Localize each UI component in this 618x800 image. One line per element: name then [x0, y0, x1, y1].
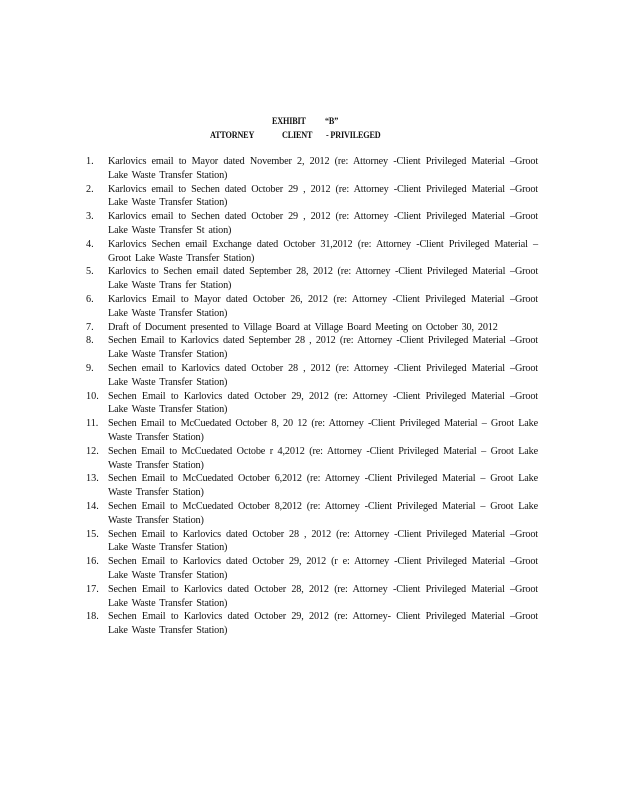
list-item [86, 555, 538, 583]
list-item-number: 5. [86, 266, 94, 278]
list-item [86, 390, 538, 418]
list-item-number: 12. [86, 445, 99, 457]
list-item [86, 210, 538, 238]
list-item-text: Sechen Email to Karlovics dated October 28, 2012 (re: Attorney -Client Privileged Material –Groot Lake Waste Transfer Station) [108, 583, 538, 609]
list-item [86, 583, 538, 611]
list-item [86, 155, 538, 183]
list-item-number: 1. [86, 156, 94, 167]
list-item-number: 16. [86, 556, 99, 568]
list-item-number: 7. [86, 321, 94, 333]
client-label: CLIENT [282, 131, 313, 141]
list-item-number: 9. [86, 362, 94, 374]
list-item-text: Draft of Document presented to Village Board at Village Board Meeting on October 30, 2012 [108, 321, 498, 333]
list-item-text: Sechen Email to McCuedated Octobe r 4,2012 (re: Attorney -Client Privileged Material – Groot Lake Waste Transfer Station) [108, 445, 538, 471]
list-item [86, 472, 538, 500]
list-item-text: Sechen Email to Karlovics dated October 28 , 2012 (re: Attorney -Client Privileged Material –Groot Lake Waste Transfer Station) [108, 528, 538, 554]
list-item-number: 13. [86, 473, 99, 485]
list-item-number: 2. [86, 183, 94, 195]
list-item [86, 610, 538, 638]
list-item-text: Sechen Email to McCuedated October 8,2012 (re: Attorney -Client Privileged Material – Groot Lake Waste Transfer Station) [108, 500, 538, 526]
list-item-number: 14. [86, 500, 99, 512]
list-item [86, 293, 538, 321]
list-item-text: Sechen Email to McCuedated October 6,2012 (re: Attorney -Client Privileged Material – Groot Lake Waste Transfer Station) [108, 473, 538, 499]
exhibit-label: EXHIBIT [272, 117, 306, 127]
list-item-number: 3. [86, 211, 94, 223]
exhibit-letter: “B” [325, 117, 339, 127]
list-item-number: 6. [86, 293, 94, 305]
list-item [86, 362, 538, 390]
list-item-text: Sechen Email to McCuedated October 8, 20 12 (re: Attorney -Client Privileged Material – Groot Lake Waste Transfer Station) [108, 418, 538, 443]
list-item-text: Sechen email to Karlovics dated October 28 , 2012 (re: Attorney -Client Privileged Material –Groot Lake Waste Transfer Station) [108, 362, 538, 388]
list-item [86, 238, 538, 266]
list-item-text: Karlovics email to Sechen dated October 29 , 2012 (re: Attorney -Client Privileged Material –Groot Lake Waste Transfer St ation) [108, 211, 538, 236]
list-item-number: 11. [86, 418, 99, 430]
list-item [86, 445, 538, 473]
list-item-text: Sechen Email to Karlovics dated September 28 , 2012 (re: Attorney -Client Privileged Material –Groot Lake Waste Transfer Station) [108, 335, 538, 361]
list-item [86, 417, 538, 445]
list-item-text: Karlovics email to Sechen dated October 29 , 2012 (re: Attorney -Client Privileged Material –Groot Lake Waste Transfer Station) [108, 183, 538, 209]
list-item-number: 4. [86, 238, 94, 250]
list-item-number: 10. [86, 390, 99, 402]
list-item [86, 321, 538, 335]
list-item [86, 183, 538, 211]
list-item-number: 15. [86, 528, 99, 540]
list-item-number: 18. [86, 611, 99, 623]
list-item-number: 8. [86, 335, 94, 347]
privileged-document-list [86, 155, 538, 638]
list-item [86, 334, 538, 362]
list-item [86, 528, 538, 556]
list-item-text: Sechen Email to Karlovics dated October 29, 2012 (r e: Attorney -Client Privileged Material –Groot Lake Waste Transfer Station) [108, 556, 538, 581]
list-item-number: 17. [86, 583, 99, 595]
list-item [86, 265, 538, 293]
privileged-label: - PRIVILEGED [326, 131, 381, 141]
list-item-text: Karlovics email to Mayor dated November 2, 2012 (re: Attorney -Client Privileged Material –Groot Lake Waste Transfer Station) [108, 156, 538, 181]
list-item-text: Sechen Email to Karlovics dated October 29, 2012 (re: Attorney -Client Privileged Material –Groot Lake Waste Transfer Station) [108, 390, 538, 416]
list-item-text: Karlovics Sechen email Exchange dated October 31,2012 (re: Attorney -Client Privileged Material –Groot Lake Waste Transfer Station) [108, 238, 538, 264]
list-item-text: Sechen Email to Karlovics dated October 29, 2012 (re: Attorney- Client Privileged Material –Groot Lake Waste Transfer Station) [108, 611, 538, 637]
list-item-text: Karlovics Email to Mayor dated October 26, 2012 (re: Attorney -Client Privileged Material –Groot Lake Waste Transfer Station) [108, 293, 538, 319]
list-item [86, 500, 538, 528]
list-item-text: Karlovics to Sechen email dated September 28, 2012 (re: Attorney -Client Privileged Material –Groot Lake Waste Trans fer Station) [108, 266, 538, 292]
attorney-label: ATTORNEY [210, 131, 255, 141]
